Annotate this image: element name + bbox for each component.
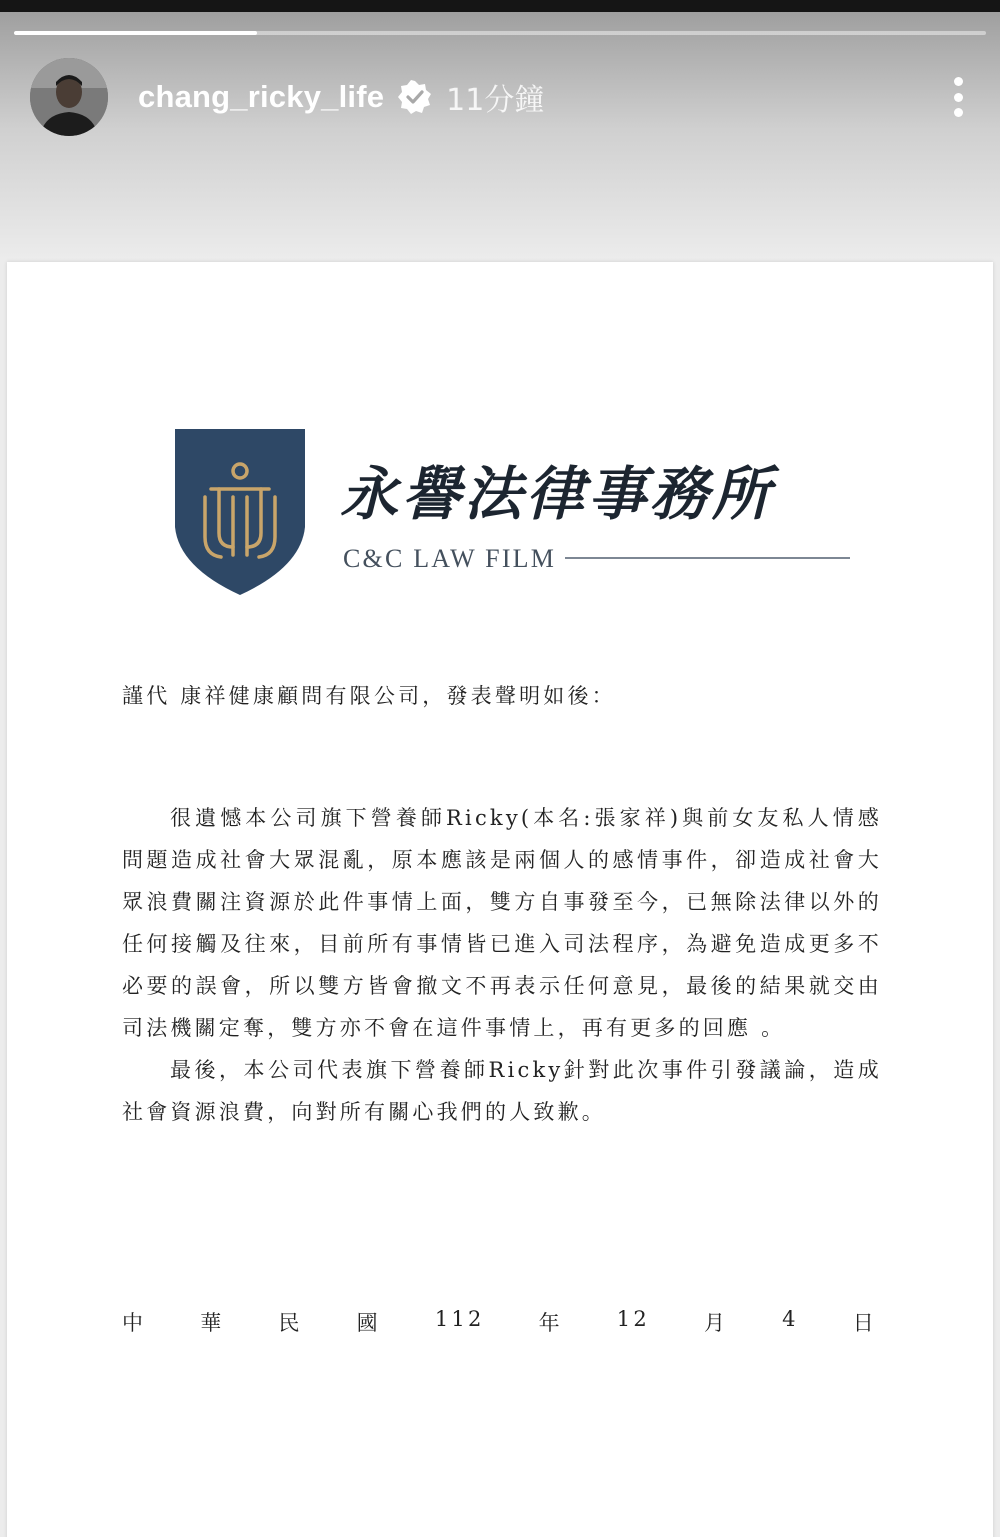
date-part: 華 (200, 1311, 225, 1335)
post-time: 11分鐘 (446, 83, 545, 118)
date-part: 月 (703, 1311, 729, 1335)
date-part: 112 (434, 1307, 485, 1331)
verified-badge-icon (398, 80, 432, 114)
more-dot-icon (954, 108, 963, 117)
story-progress-bar (14, 31, 986, 35)
avatar-image (30, 58, 108, 136)
username[interactable]: chang_ricky_life (138, 79, 385, 114)
story-header (30, 58, 970, 136)
date-part: 日 (852, 1311, 877, 1335)
more-dot-icon (954, 77, 963, 86)
story-progress-fill (14, 31, 257, 35)
date-part: 年 (538, 1311, 563, 1335)
statement-document (7, 262, 993, 1537)
status-bar-edge (0, 0, 1000, 12)
law-firm-name-cn: 永譽法律事務所 (340, 460, 775, 528)
law-firm-letterhead (175, 429, 865, 595)
law-firm-name-en: C&C LAW FILM (343, 544, 557, 573)
statement-date (122, 1307, 877, 1337)
date-part: 民 (278, 1311, 303, 1335)
law-firm-shield-logo-icon (175, 429, 305, 595)
statement-greeting: 謹代 康祥健康顧問有限公司，發表聲明如後： (122, 684, 616, 708)
date-part: 4 (782, 1307, 799, 1331)
statement-paragraph-2: 最後，本公司代表旗下營養師Ricky針對此次事件引發議論，造成社會資源浪費，向對所有關心我們的人致歉。 (122, 1058, 882, 1124)
date-part: 中 (122, 1311, 147, 1335)
more-dot-icon (954, 93, 963, 102)
avatar[interactable] (30, 58, 108, 136)
date-part: 12 (616, 1307, 650, 1331)
date-part: 國 (356, 1311, 381, 1335)
statement-paragraph-1: 很遺憾本公司旗下營養師Ricky(本名:張家祥)與前女友私人情感問題造成社會大眾混亂，原本應該是兩個人的感情事件，卻造成社會大眾浪費關注資源於此件事情上面，雙方自事發至今，已無除法律以外的任何接觸及往來，目前所有事情皆已進入司法程序，為避免造成更多不必要的誤會，所以雙方皆會撤文不再表示任何意見，最後的結果就交由司法機關定奪，雙方亦不會在這件事情上，再有更多的回應 。 (122, 806, 882, 1040)
letterhead-divider (565, 557, 850, 559)
more-options-button[interactable] (946, 75, 970, 119)
